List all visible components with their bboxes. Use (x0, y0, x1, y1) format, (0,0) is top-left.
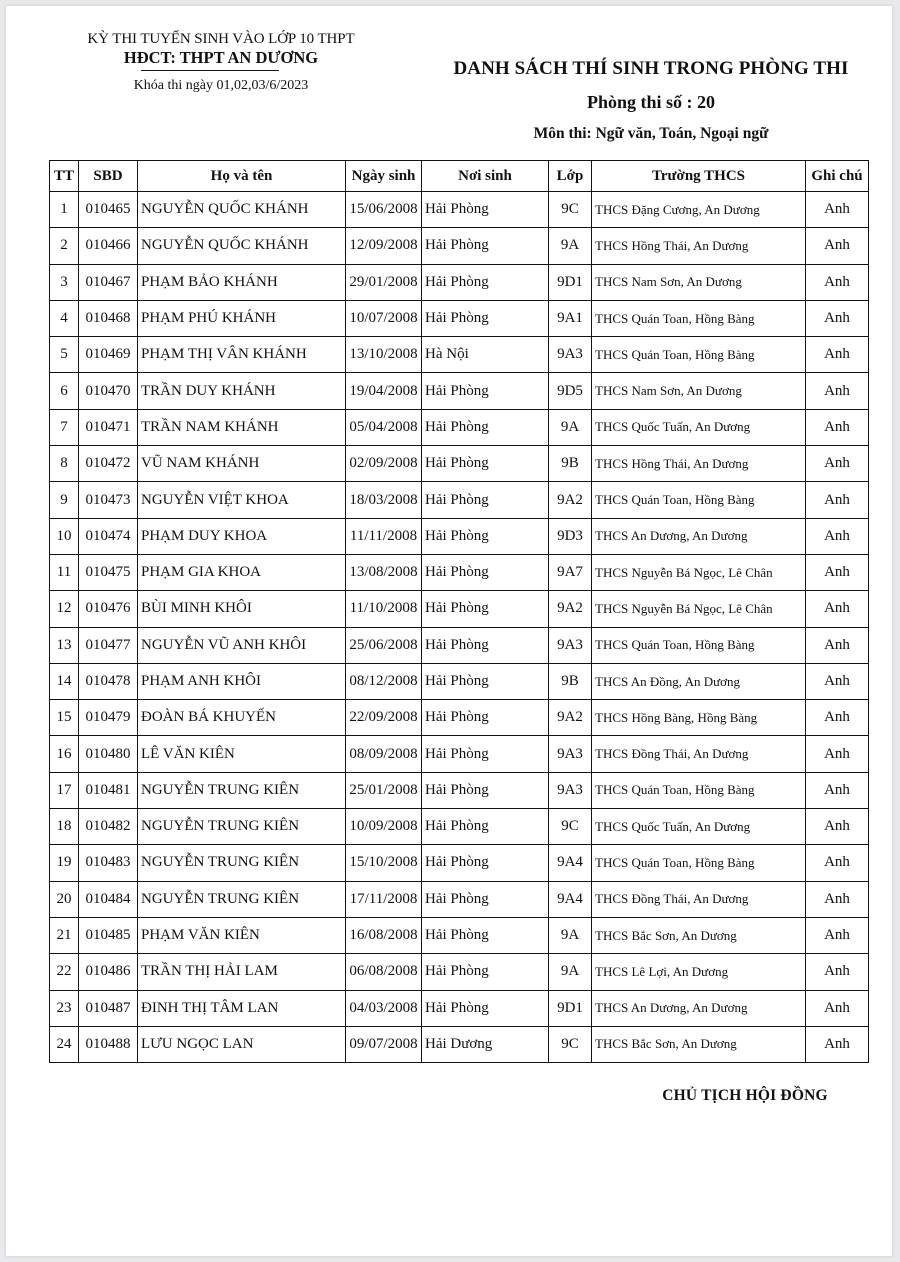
exam-name: KỲ THI TUYỂN SINH VÀO LỚP 10 THPT (87, 31, 355, 47)
cell-tt: 19 (50, 845, 79, 881)
cell-dob: 06/08/2008 (346, 954, 422, 990)
cell-birthplace: Hải Phòng (422, 409, 549, 445)
cell-sbd: 010473 (79, 482, 138, 518)
cell-name: NGUYỄN TRUNG KIÊN (138, 881, 346, 917)
cell-class: 9C (549, 809, 592, 845)
cell-class: 9C (549, 1026, 592, 1062)
cell-sbd: 010487 (79, 990, 138, 1026)
cell-class: 9A3 (549, 337, 592, 373)
cell-name: PHẠM BẢO KHÁNH (138, 264, 346, 300)
cell-class: 9A3 (549, 736, 592, 772)
cell-school: THCS Nam Sơn, An Dương (592, 264, 806, 300)
cell-note: Anh (806, 809, 869, 845)
cell-dob: 25/06/2008 (346, 627, 422, 663)
cell-dob: 09/07/2008 (346, 1026, 422, 1062)
council-name: HĐCT: THPT AN DƯƠNG (123, 48, 319, 67)
cell-name: PHẠM PHÚ KHÁNH (138, 300, 346, 336)
cell-sbd: 010488 (79, 1026, 138, 1062)
cell-birthplace: Hải Phòng (422, 228, 549, 264)
cell-sbd: 010483 (79, 845, 138, 881)
cell-name: VŨ NAM KHÁNH (138, 446, 346, 482)
col-header-school: Trường THCS (592, 161, 806, 192)
table-row (50, 518, 869, 554)
header-underline (141, 70, 279, 71)
cell-sbd: 010486 (79, 954, 138, 990)
cell-dob: 18/03/2008 (346, 482, 422, 518)
cell-birthplace: Hải Phòng (422, 772, 549, 808)
col-header-class: Lớp (549, 161, 592, 192)
cell-tt: 5 (50, 337, 79, 373)
cell-note: Anh (806, 954, 869, 990)
cell-birthplace: Hải Phòng (422, 192, 549, 228)
cell-school: THCS Nam Sơn, An Dương (592, 373, 806, 409)
cell-dob: 29/01/2008 (346, 264, 422, 300)
cell-name: NGUYỄN VŨ ANH KHÔI (138, 627, 346, 663)
cell-tt: 18 (50, 809, 79, 845)
cell-class: 9A2 (549, 591, 592, 627)
cell-sbd: 010482 (79, 809, 138, 845)
cell-birthplace: Hải Phòng (422, 845, 549, 881)
col-header-note: Ghi chú (806, 161, 869, 192)
cell-class: 9C (549, 192, 592, 228)
col-header-name: Họ và tên (138, 161, 346, 192)
cell-note: Anh (806, 881, 869, 917)
cell-dob: 22/09/2008 (346, 700, 422, 736)
cell-dob: 05/04/2008 (346, 409, 422, 445)
cell-tt: 7 (50, 409, 79, 445)
cell-note: Anh (806, 373, 869, 409)
col-header-tt: TT (50, 161, 79, 192)
cell-note: Anh (806, 917, 869, 953)
cell-class: 9A4 (549, 845, 592, 881)
cell-tt: 9 (50, 482, 79, 518)
cell-dob: 13/08/2008 (346, 554, 422, 590)
cell-name: NGUYỄN TRUNG KIÊN (138, 809, 346, 845)
cell-dob: 10/09/2008 (346, 809, 422, 845)
header-left (66, 30, 376, 95)
cell-school: THCS Quán Toan, Hồng Bàng (592, 482, 806, 518)
cell-school: THCS Quán Toan, Hồng Bàng (592, 627, 806, 663)
cell-school: THCS Hồng Thái, An Dương (592, 228, 806, 264)
cell-class: 9D1 (549, 990, 592, 1026)
cell-tt: 17 (50, 772, 79, 808)
cell-school: THCS Lê Lợi, An Dương (592, 954, 806, 990)
table-row (50, 192, 869, 228)
cell-sbd: 010479 (79, 700, 138, 736)
cell-name: PHẠM THỊ VÂN KHÁNH (138, 337, 346, 373)
cell-tt: 11 (50, 554, 79, 590)
table-row (50, 917, 869, 953)
cell-name: PHẠM ANH KHÔI (138, 663, 346, 699)
cell-birthplace: Hải Phòng (422, 264, 549, 300)
cell-sbd: 010474 (79, 518, 138, 554)
cell-birthplace: Hà Nội (422, 337, 549, 373)
col-header-birthplace: Nơi sinh (422, 161, 549, 192)
cell-name: PHẠM VĂN KIÊN (138, 917, 346, 953)
cell-birthplace: Hải Phòng (422, 990, 549, 1026)
cell-tt: 6 (50, 373, 79, 409)
table-row (50, 700, 869, 736)
cell-birthplace: Hải Phòng (422, 917, 549, 953)
cell-dob: 11/11/2008 (346, 518, 422, 554)
cell-school: THCS Quán Toan, Hồng Bàng (592, 772, 806, 808)
col-header-dob: Ngày sinh (346, 161, 422, 192)
cell-name: BÙI MINH KHÔI (138, 591, 346, 627)
cell-sbd: 010478 (79, 663, 138, 699)
cell-birthplace: Hải Phòng (422, 518, 549, 554)
cell-note: Anh (806, 409, 869, 445)
table-row (50, 881, 869, 917)
cell-tt: 14 (50, 663, 79, 699)
cell-sbd: 010471 (79, 409, 138, 445)
exam-subjects: Môn thi: Ngữ văn, Toán, Ngoại ngữ (533, 125, 769, 142)
cell-school: THCS Quốc Tuấn, An Dương (592, 409, 806, 445)
cell-class: 9A3 (549, 772, 592, 808)
cell-dob: 02/09/2008 (346, 446, 422, 482)
cell-note: Anh (806, 627, 869, 663)
cell-birthplace: Hải Phòng (422, 700, 549, 736)
cell-school: THCS Đồng Thái, An Dương (592, 736, 806, 772)
cell-name: NGUYỄN QUỐC KHÁNH (138, 228, 346, 264)
cell-birthplace: Hải Phòng (422, 482, 549, 518)
cell-dob: 08/09/2008 (346, 736, 422, 772)
table-row (50, 409, 869, 445)
cell-tt: 4 (50, 300, 79, 336)
cell-birthplace: Hải Phòng (422, 627, 549, 663)
cell-class: 9B (549, 446, 592, 482)
table-row (50, 264, 869, 300)
cell-dob: 11/10/2008 (346, 591, 422, 627)
cell-name: ĐOÀN BÁ KHUYẾN (138, 700, 346, 736)
cell-dob: 19/04/2008 (346, 373, 422, 409)
cell-tt: 1 (50, 192, 79, 228)
cell-birthplace: Hải Phòng (422, 446, 549, 482)
cell-name: ĐINH THỊ TÂM LAN (138, 990, 346, 1026)
cell-birthplace: Hải Phòng (422, 300, 549, 336)
cell-note: Anh (806, 482, 869, 518)
cell-birthplace: Hải Phòng (422, 736, 549, 772)
cell-note: Anh (806, 264, 869, 300)
cell-tt: 20 (50, 881, 79, 917)
table-row (50, 990, 869, 1026)
cell-school: THCS Bắc Sơn, An Dương (592, 1026, 806, 1062)
cell-dob: 08/12/2008 (346, 663, 422, 699)
cell-dob: 13/10/2008 (346, 337, 422, 373)
cell-class: 9D5 (549, 373, 592, 409)
table-row (50, 845, 869, 881)
table-row (50, 736, 869, 772)
table-row (50, 300, 869, 336)
cell-note: Anh (806, 446, 869, 482)
cell-school: THCS Quốc Tuấn, An Dương (592, 809, 806, 845)
cell-note: Anh (806, 518, 869, 554)
cell-tt: 10 (50, 518, 79, 554)
cell-tt: 2 (50, 228, 79, 264)
cell-sbd: 010484 (79, 881, 138, 917)
candidate-table (49, 160, 869, 1063)
cell-note: Anh (806, 1026, 869, 1062)
cell-birthplace: Hải Phòng (422, 663, 549, 699)
cell-note: Anh (806, 228, 869, 264)
cell-sbd: 010472 (79, 446, 138, 482)
cell-class: 9A (549, 228, 592, 264)
cell-class: 9A (549, 917, 592, 953)
cell-school: THCS Hồng Bàng, Hồng Bàng (592, 700, 806, 736)
table-row (50, 1026, 869, 1062)
cell-tt: 3 (50, 264, 79, 300)
cell-school: THCS Nguyễn Bá Ngọc, Lê Chân (592, 591, 806, 627)
cell-class: 9A2 (549, 482, 592, 518)
cell-class: 9A1 (549, 300, 592, 336)
cell-class: 9A4 (549, 881, 592, 917)
table-row (50, 373, 869, 409)
cell-class: 9A7 (549, 554, 592, 590)
cell-school: THCS An Dương, An Dương (592, 990, 806, 1026)
table-row (50, 591, 869, 627)
cell-note: Anh (806, 337, 869, 373)
cell-sbd: 010480 (79, 736, 138, 772)
cell-tt: 23 (50, 990, 79, 1026)
cell-dob: 16/08/2008 (346, 917, 422, 953)
cell-dob: 12/09/2008 (346, 228, 422, 264)
cell-school: THCS Quán Toan, Hồng Bàng (592, 300, 806, 336)
cell-note: Anh (806, 591, 869, 627)
cell-dob: 25/01/2008 (346, 772, 422, 808)
cell-school: THCS Đặng Cương, An Dương (592, 192, 806, 228)
cell-class: 9A (549, 409, 592, 445)
table-row (50, 228, 869, 264)
cell-birthplace: Hải Phòng (422, 373, 549, 409)
cell-tt: 13 (50, 627, 79, 663)
table-row (50, 554, 869, 590)
cell-school: THCS An Đồng, An Dương (592, 663, 806, 699)
cell-note: Anh (806, 736, 869, 772)
cell-dob: 17/11/2008 (346, 881, 422, 917)
cell-birthplace: Hải Dương (422, 1026, 549, 1062)
table-row (50, 663, 869, 699)
cell-dob: 04/03/2008 (346, 990, 422, 1026)
cell-note: Anh (806, 663, 869, 699)
cell-school: THCS Hồng Thái, An Dương (592, 446, 806, 482)
cell-class: 9D1 (549, 264, 592, 300)
cell-school: THCS Quán Toan, Hồng Bàng (592, 845, 806, 881)
cell-school: THCS Bắc Sơn, An Dương (592, 917, 806, 953)
cell-note: Anh (806, 300, 869, 336)
cell-school: THCS Đồng Thái, An Dương (592, 881, 806, 917)
room-number: Phòng thi số : 20 (586, 92, 716, 112)
cell-note: Anh (806, 845, 869, 881)
cell-name: PHẠM DUY KHOA (138, 518, 346, 554)
cell-sbd: 010477 (79, 627, 138, 663)
cell-sbd: 010476 (79, 591, 138, 627)
cell-name: NGUYỄN TRUNG KIÊN (138, 845, 346, 881)
cell-class: 9D3 (549, 518, 592, 554)
table-row (50, 954, 869, 990)
cell-birthplace: Hải Phòng (422, 809, 549, 845)
cell-note: Anh (806, 192, 869, 228)
cell-dob: 10/07/2008 (346, 300, 422, 336)
cell-tt: 12 (50, 591, 79, 627)
cell-class: 9B (549, 663, 592, 699)
signature-title: CHỦ TỊCH HỘI ĐỒNG (662, 1087, 828, 1104)
cell-name: NGUYỄN VIỆT KHOA (138, 482, 346, 518)
cell-note: Anh (806, 700, 869, 736)
cell-sbd: 010468 (79, 300, 138, 336)
cell-name: PHẠM GIA KHOA (138, 554, 346, 590)
cell-sbd: 010466 (79, 228, 138, 264)
table-body (50, 192, 869, 1063)
cell-sbd: 010469 (79, 337, 138, 373)
cell-class: 9A3 (549, 627, 592, 663)
header-right (406, 56, 896, 145)
table-row (50, 482, 869, 518)
document-title: DANH SÁCH THÍ SINH TRONG PHÒNG THI (453, 58, 849, 79)
cell-note: Anh (806, 554, 869, 590)
table-row (50, 446, 869, 482)
cell-birthplace: Hải Phòng (422, 881, 549, 917)
cell-class: 9A2 (549, 700, 592, 736)
cell-note: Anh (806, 990, 869, 1026)
cell-dob: 15/10/2008 (346, 845, 422, 881)
cell-tt: 8 (50, 446, 79, 482)
cell-sbd: 010481 (79, 772, 138, 808)
cell-tt: 16 (50, 736, 79, 772)
cell-name: LÊ VĂN KIÊN (138, 736, 346, 772)
cell-school: THCS Nguyễn Bá Ngọc, Lê Chân (592, 554, 806, 590)
cell-sbd: 010475 (79, 554, 138, 590)
cell-sbd: 010467 (79, 264, 138, 300)
cell-birthplace: Hải Phòng (422, 554, 549, 590)
table-header-row (50, 161, 869, 192)
cell-sbd: 010465 (79, 192, 138, 228)
exam-dates: Khóa thi ngày 01,02,03/6/2023 (133, 78, 309, 93)
cell-note: Anh (806, 772, 869, 808)
cell-tt: 24 (50, 1026, 79, 1062)
cell-birthplace: Hải Phòng (422, 954, 549, 990)
table-row (50, 337, 869, 373)
cell-sbd: 010470 (79, 373, 138, 409)
cell-school: THCS An Dương, An Dương (592, 518, 806, 554)
table-row (50, 772, 869, 808)
cell-tt: 21 (50, 917, 79, 953)
cell-school: THCS Quán Toan, Hồng Bàng (592, 337, 806, 373)
cell-tt: 22 (50, 954, 79, 990)
cell-name: TRẦN DUY KHÁNH (138, 373, 346, 409)
col-header-sbd: SBD (79, 161, 138, 192)
cell-name: NGUYỄN QUỐC KHÁNH (138, 192, 346, 228)
cell-name: TRẦN THỊ HẢI LAM (138, 954, 346, 990)
cell-sbd: 010485 (79, 917, 138, 953)
cell-class: 9A (549, 954, 592, 990)
cell-birthplace: Hải Phòng (422, 591, 549, 627)
cell-dob: 15/06/2008 (346, 192, 422, 228)
table-row (50, 809, 869, 845)
cell-tt: 15 (50, 700, 79, 736)
table-row (50, 627, 869, 663)
cell-name: LƯU NGỌC LAN (138, 1026, 346, 1062)
cell-name: TRẦN NAM KHÁNH (138, 409, 346, 445)
cell-name: NGUYỄN TRUNG KIÊN (138, 772, 346, 808)
